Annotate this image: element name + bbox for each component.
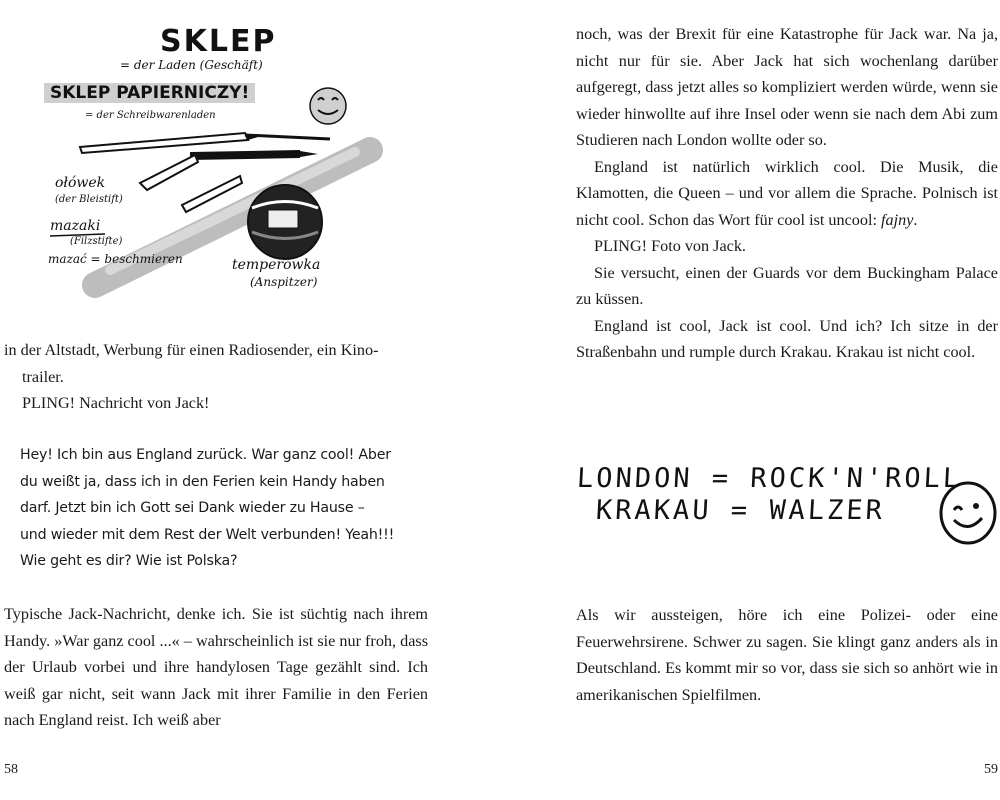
message-line: Wie geht es dir? Wie ist Polska? <box>20 553 238 570</box>
paragraph: Typische Jack-Nachricht, denke ich. Sie ist süchtig nach ihrem Handy. »War ganz cool ...« – wahrscheinlich ist sie nur froh, dass der Urlaub vorbei und ihre handylosen Tage gezählt sind. Ich weiß gar nicht, seit wann Jack mit ihrer Familie in den Ferien nach England reist. Ich weiß aber <box>4 605 428 729</box>
black-pen-icon <box>190 150 300 160</box>
handwritten-line-krakau: KRAKAU = WALZER <box>595 495 886 526</box>
pencil-icon <box>80 133 248 153</box>
illustration-title-gloss: = der Laden (Geschäft) <box>120 58 263 72</box>
jack-message <box>20 442 430 575</box>
paragraph: noch, was der Brexit für eine Katastrophe für Jack war. Na ja, nicht nur für sie. Aber Jack hat sich wochenlang darüber aufgeregt, dass jetzt alles so kompliziert werden würde, wenn sie wieder hinwollte auf ihre Insel oder wenn sie nach dem Abi zum Studieren nach London wollte oder so. <box>576 25 998 149</box>
paragraph: England ist cool, Jack ist cool. Und ich? Ich sitze in der Straßenbahn und rumple durch Krakau. Krakau ist nicht cool. <box>576 316 998 361</box>
paragraph: PLING! Nachricht von Jack! <box>22 394 210 412</box>
vocab-mazac: mazać = beschmieren <box>48 252 183 266</box>
message-line: und wieder mit dem Rest der Welt verbunden! Yeah!!! <box>20 526 395 543</box>
vocab-temperowka-gloss: (Anspitzer) <box>250 275 318 289</box>
left-text-bottom <box>4 601 428 734</box>
paragraph: Als wir aussteigen, höre ich eine Polizei- oder eine Feuerwehrsirene. Schwer zu sagen. Sie klingt ganz anders als in Deutschland. Es kommt mir so vor, dass sie sich so anhört wie in amerikanischen Spielfilmen. <box>576 606 998 704</box>
illustration-heading-gloss: = der Schreibwarenladen <box>85 110 216 121</box>
left-text-top <box>4 337 428 417</box>
paragraph-end: . <box>913 210 918 229</box>
illustration-heading: SKLEP PAPIERNICZY! <box>44 83 255 103</box>
paragraph: in der Altstadt, Werbung für einen Radiosender, ein Kino- <box>4 341 379 359</box>
vocab-mazaki-gloss: (Filzstifte) <box>70 236 123 247</box>
page-number-right: 59 <box>984 762 998 777</box>
message-line: Hey! Ich bin aus England zurück. War ganz cool! Aber <box>20 447 391 463</box>
handwritten-line-london: LONDON = ROCK'N'ROLL <box>576 463 963 494</box>
right-text-bottom <box>576 602 998 708</box>
right-page <box>500 0 1000 800</box>
paragraph: trailer. <box>22 367 64 386</box>
italic-word: fajny <box>881 210 914 229</box>
pen-icon <box>245 135 330 139</box>
paragraph: Sie versucht, einen der Guards vor dem Buckingham Palace zu küssen. <box>576 263 998 308</box>
winking-smiley-icon <box>938 480 1000 546</box>
paragraph <box>576 154 998 234</box>
vocab-olowek-gloss: (der Bleistift) <box>55 194 123 205</box>
stationery-illustration <box>0 0 500 300</box>
vocab-olowek: ołówek <box>55 175 106 191</box>
page-number-left: 58 <box>4 762 18 777</box>
paragraph-text: England ist natürlich wirklich cool. Die Musik, die Klamotten, die Queen – und vor allem die Sprache. Polnisch ist nicht cool. Schon das Wort für cool ist uncool: <box>576 157 998 229</box>
vocab-mazaki: mazaki <box>50 218 101 234</box>
smiley-icon <box>310 88 346 124</box>
marker-icon <box>140 155 198 190</box>
vocab-temperowka: temperówka <box>232 257 321 273</box>
illustration-title: SKLEP <box>160 24 277 59</box>
paragraph: PLING! Foto von Jack. <box>594 237 746 255</box>
right-text-top <box>576 21 998 366</box>
message-line: du weißt ja, dass ich in den Ferien kein Handy haben <box>20 473 385 490</box>
message-line: darf. Jetzt bin ich Gott sei Dank wieder zu Hause – <box>20 500 365 517</box>
